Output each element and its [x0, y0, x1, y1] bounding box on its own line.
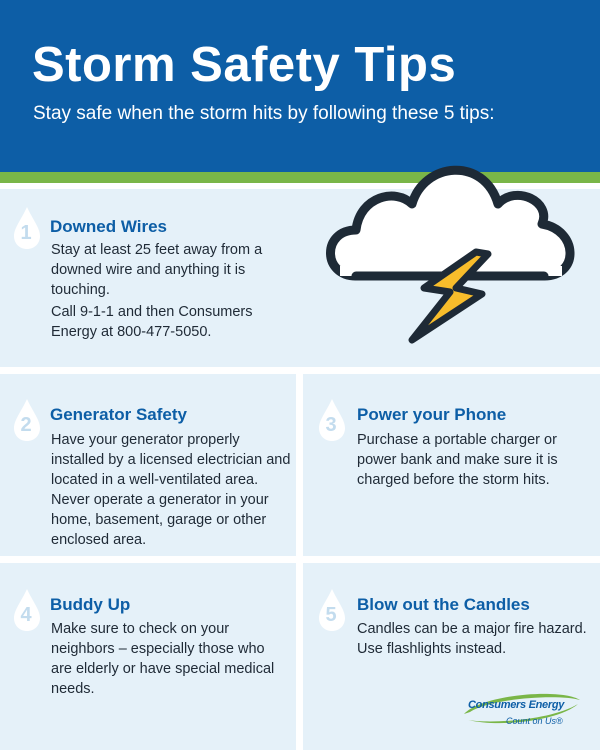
tip-number: 3 [325, 414, 337, 436]
header-banner [0, 0, 600, 172]
tip-number: 5 [325, 604, 337, 626]
tip-number: 4 [20, 604, 32, 626]
water-drop-icon [318, 398, 346, 442]
storm-cloud-icon [316, 148, 582, 348]
tip-title: Power your Phone [357, 405, 507, 424]
page-title: Storm Safety Tips [32, 38, 457, 92]
tip-title: Generator Safety [50, 405, 187, 424]
consumers-energy-logo [462, 690, 582, 736]
tip-body: Make sure to check on your neighbors – especially those who are elderly or have special medical needs. [51, 621, 275, 697]
water-drop-icon [13, 206, 41, 250]
tip-number: 1 [20, 222, 32, 244]
tip-body: Purchase a portable charger or power bank and make sure it is charged before the storm hits. [357, 432, 558, 488]
tip-body-call: Call 9-1-1 and then Consumers Energy at 800-477-5050. [51, 304, 253, 340]
tip-number: 2 [20, 414, 32, 436]
tip-body: Stay at least 25 feet away from a downed wire and anything it is touching. [51, 242, 263, 298]
tip-title: Blow out the Candles [357, 595, 530, 614]
logo-tagline: Count on Us® [506, 716, 563, 726]
logo-swoosh-icon [462, 690, 582, 736]
page-subtitle: Stay safe when the storm hits by following these 5 tips: [33, 103, 495, 124]
tip-body: Candles can be a major fire hazard. Use flashlights instead. [357, 621, 587, 657]
tip-body: Have your generator properly installed by a licensed electrician and located in a well-ventilated area. Never operate a generator in your home, basement, garage or other enclosed area. [51, 432, 291, 548]
water-drop-icon [13, 588, 41, 632]
logo-name: Consumers Energy [468, 699, 565, 711]
water-drop-icon [13, 398, 41, 442]
water-drop-icon [318, 588, 346, 632]
tip-title: Downed Wires [50, 217, 167, 236]
tip-title: Buddy Up [50, 595, 131, 614]
